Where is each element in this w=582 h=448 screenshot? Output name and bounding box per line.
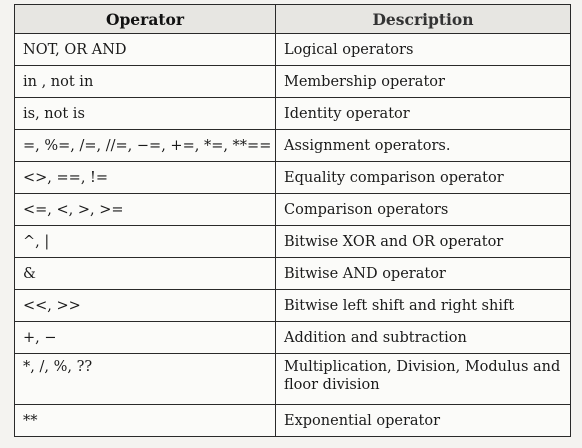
description-cell: Comparison operators <box>276 194 571 226</box>
table-row <box>15 290 571 322</box>
table-row <box>15 405 571 437</box>
operator-cell: =, %=, /=, //=, −=, +=, *=, **== <box>15 130 276 162</box>
table-row <box>15 194 571 226</box>
description-cell: Exponential operator <box>276 405 571 437</box>
description-cell: Logical operators <box>276 34 571 66</box>
table-row <box>15 34 571 66</box>
table-row <box>15 354 571 405</box>
table-row <box>15 98 571 130</box>
header-operator: Operator <box>15 5 276 34</box>
table-row <box>15 258 571 290</box>
table-row <box>15 226 571 258</box>
header-description: Description <box>276 5 571 34</box>
operator-cell: *, /, %, ?? <box>15 354 276 405</box>
table-row <box>15 66 571 98</box>
description-cell: Bitwise left shift and right shift <box>276 290 571 322</box>
operator-cell: in , not in <box>15 66 276 98</box>
description-cell: Multiplication, Division, Modulus and floor division <box>276 354 571 405</box>
description-cell: Assignment operators. <box>276 130 571 162</box>
operator-cell: <=, <, >, >= <box>15 194 276 226</box>
description-cell: Addition and subtraction <box>276 322 571 354</box>
operator-cell: ^, | <box>15 226 276 258</box>
operator-cell: <<, >> <box>15 290 276 322</box>
table-row <box>15 162 571 194</box>
description-cell: Bitwise AND operator <box>276 258 571 290</box>
table-header-row <box>15 5 571 34</box>
description-cell: Identity operator <box>276 98 571 130</box>
description-cell: Bitwise XOR and OR operator <box>276 226 571 258</box>
description-cell: Equality comparison operator <box>276 162 571 194</box>
description-cell: Membership operator <box>276 66 571 98</box>
table-row <box>15 130 571 162</box>
operator-cell: & <box>15 258 276 290</box>
operator-cell: is, not is <box>15 98 276 130</box>
operator-cell: NOT, OR AND <box>15 34 276 66</box>
operator-precedence-table <box>14 4 571 437</box>
table-row <box>15 322 571 354</box>
operator-cell: <>, ==, != <box>15 162 276 194</box>
operator-cell: +, − <box>15 322 276 354</box>
operator-cell: ** <box>15 405 276 437</box>
